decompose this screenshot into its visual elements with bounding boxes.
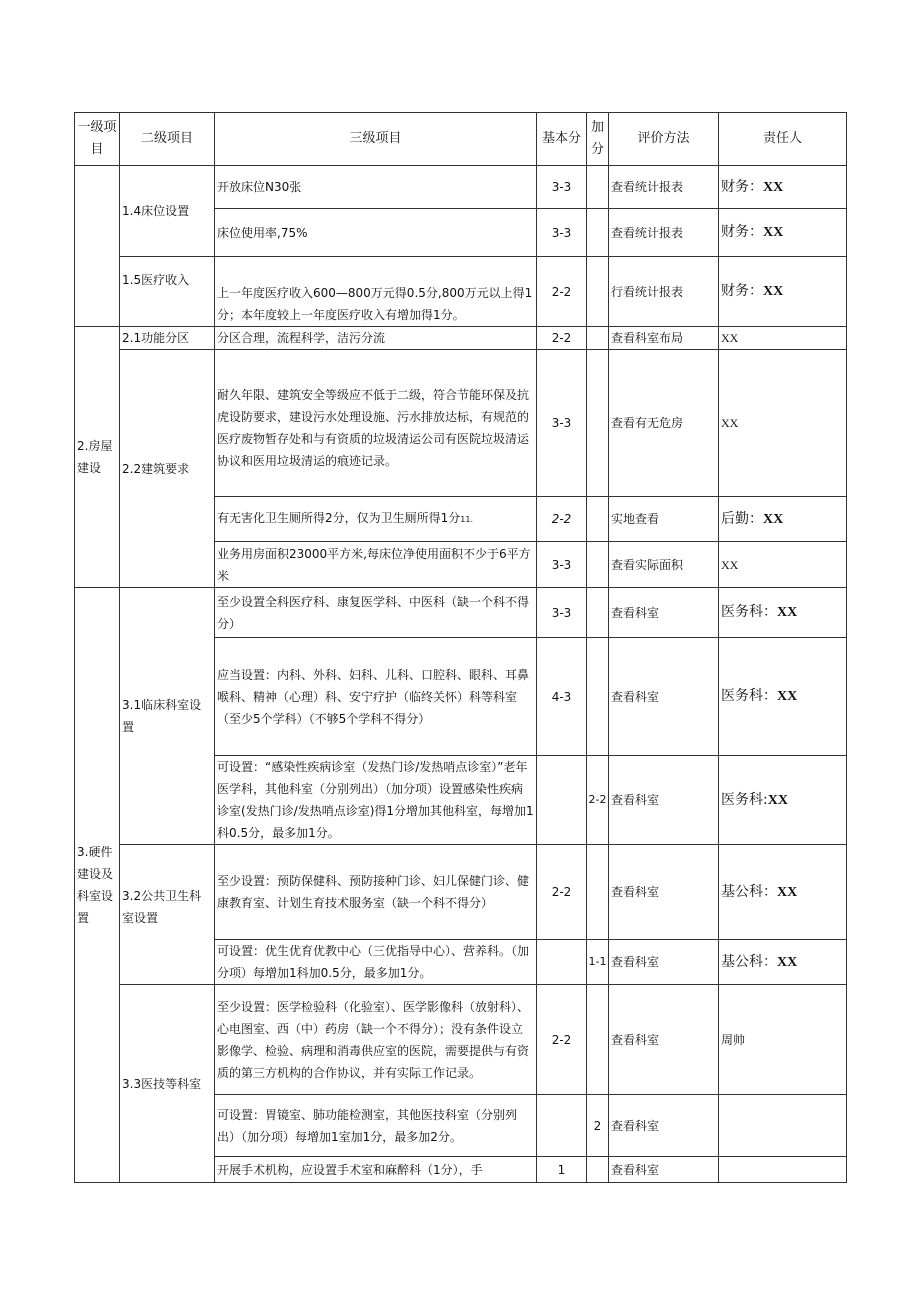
owner-cell [719, 756, 847, 845]
bonus-cell [587, 542, 609, 588]
level3-cell: 可设置：优生优育优教中心（三优指导中心）、营养科。（加分项）每增加1科加0.5分，最多加1分。 [215, 940, 537, 985]
method-cell: 查看科室 [609, 756, 719, 845]
bonus-cell: 2-2 [587, 756, 609, 845]
owner-cell [719, 1095, 847, 1157]
level3-text: 有无害化卫生厕所得2分，仅为卫生厕所得1分 [217, 511, 461, 525]
method-cell: 查看科室 [609, 588, 719, 638]
level3-cell: 至少设置全科医疗科、康复医学科、中医科（缺一个科不得分） [215, 588, 537, 638]
bonus-cell [587, 985, 609, 1095]
level3-cell: 开展手术机构，应设置手术室和麻醉科（1分），手 [215, 1157, 537, 1183]
owner-prefix: 财务： [721, 224, 763, 240]
level1-cell: 3.硬件建设及科室设置 [75, 588, 120, 1183]
method-cell: 查看科室 [609, 845, 719, 940]
level2-cell: 1.4床位设置 [120, 166, 215, 257]
owner-cell: XX [719, 327, 847, 350]
level3-cell: 开放床位N30张 [215, 166, 537, 209]
evaluation-table [74, 112, 847, 1183]
method-cell: 查看实际面积 [609, 542, 719, 588]
owner-cell: 周帅 [719, 985, 847, 1095]
base-score-cell: 4-3 [537, 638, 587, 756]
level2-cell: 2.1功能分区 [120, 327, 215, 350]
method-cell: 实地查看 [609, 497, 719, 542]
level3-cell: 耐久年限、建筑安全等级应不低于二级，符合节能环保及抗虎设防要求，建设污水处理设施、污水排放达标，有规范的医疗废物暂存处和与有资质的垃圾清运公司有医院垃圾清运协议和医用垃圾清运的痕迹记录。 [215, 350, 537, 497]
level2-cell: 2.2建筑要求 [120, 350, 215, 588]
level1-cell [75, 166, 120, 327]
method-cell: 查看科室 [609, 1157, 719, 1183]
header-owner: 责任人 [719, 113, 847, 166]
table-row [75, 985, 847, 1095]
level2-cell: 3.3医技等科室 [120, 985, 215, 1183]
level1-cell: 2.房屋建设 [75, 327, 120, 588]
method-cell: 查看统计报表 [609, 166, 719, 209]
table-row [75, 845, 847, 940]
bonus-cell [587, 638, 609, 756]
owner-prefix: 基公科： [721, 883, 777, 900]
header-level2: 二级项目 [120, 113, 215, 166]
bonus-cell [587, 209, 609, 257]
level3-cell: 可设置：“感染性疾病诊室（发热门诊/发热哨点诊室）”老年医学科，其他科室（分别列出）（加分项）设置感染性疾病诊室(发热门诊/发热哨点诊室)得1分增加其他科室，每增加1科0.5分，最多加1分。 [215, 756, 537, 845]
method-cell: 查看科室布局 [609, 327, 719, 350]
base-score-cell [537, 940, 587, 985]
level3-note: 11. [460, 515, 474, 524]
owner-cell [719, 638, 847, 756]
owner-prefix: 财务： [721, 178, 763, 195]
level3-cell: 应当设置：内科、外科、妇科、儿科、口腔科、眼科、耳鼻喉科、精神（心理）科、安宁疗护（临终关怀）科等科室（至少5个学科）（不够5个学科不得分） [215, 638, 537, 756]
owner-cell: XX [719, 542, 847, 588]
base-score-cell: 3-3 [537, 350, 587, 497]
bonus-cell [587, 1157, 609, 1183]
bonus-cell [587, 845, 609, 940]
owner-name: XX [777, 605, 798, 620]
owner-name: XX [763, 225, 784, 240]
owner-name: XX [777, 954, 798, 970]
table-row [75, 588, 847, 638]
level2-cell: 3.2公共卫生科室设置 [120, 845, 215, 985]
base-score-cell: 2-2 [537, 497, 587, 542]
method-cell: 查看科室 [609, 940, 719, 985]
base-score-cell: 3-3 [537, 209, 587, 257]
base-score-cell: 3-3 [537, 166, 587, 209]
base-score-cell: 2-2 [537, 257, 587, 327]
header-method: 评价方法 [609, 113, 719, 166]
owner-name: XX [767, 792, 788, 808]
bonus-cell: 1-1 [587, 940, 609, 985]
owner-cell [719, 209, 847, 257]
method-cell: 查看有无危房 [609, 350, 719, 497]
owner-name: XX [763, 179, 784, 195]
base-score-cell: 2-2 [537, 845, 587, 940]
table-row [75, 257, 847, 327]
bonus-cell [587, 497, 609, 542]
table-row [75, 327, 847, 350]
method-cell: 查看科室 [609, 1095, 719, 1157]
bonus-cell [587, 166, 609, 209]
owner-cell [719, 588, 847, 638]
base-score-cell: 2-2 [537, 985, 587, 1095]
header-row [75, 113, 847, 166]
base-score-cell: 3-3 [537, 588, 587, 638]
base-score-cell: 3-3 [537, 542, 587, 588]
header-level3: 三级项目 [215, 113, 537, 166]
owner-cell [719, 497, 847, 542]
method-cell: 查看科室 [609, 638, 719, 756]
owner-name: XX [777, 689, 798, 704]
owner-prefix: 医务科: [721, 791, 768, 808]
base-score-cell [537, 1095, 587, 1157]
owner-prefix: 基公科： [721, 953, 777, 970]
owner-cell [719, 166, 847, 209]
owner-prefix: 医务科： [721, 688, 777, 704]
owner-cell: XX [719, 350, 847, 497]
owner-cell [719, 940, 847, 985]
level3-cell: 可设置：胃镜室、肺功能检测室，其他医技科室（分别列出）（加分项）每增加1室加1分，最多加2分。 [215, 1095, 537, 1157]
level3-cell [215, 497, 537, 542]
bonus-cell [587, 588, 609, 638]
owner-name: XX [763, 284, 784, 299]
level3-cell: 床位使用率,75% [215, 209, 537, 257]
level3-cell: 至少设置：医学检验科（化验室）、医学影像科（放射科）、心电图室、西（中）药房（缺一个不得分）；没有条件设立影像学、检验、病理和消毒供应室的医院，需要提供与有资质的第三方机构的合作协议，并有实际工作记录。 [215, 985, 537, 1095]
level3-cell: 至少设置：预防保健科、预防接种门诊、妇儿保健门诊、健康教育室、计划生育技术服务室（缺一个科不得分） [215, 845, 537, 940]
header-bonus: 加分 [587, 113, 609, 166]
owner-prefix: 医务科： [721, 604, 777, 620]
bonus-cell: 2 [587, 1095, 609, 1157]
level3-cell: 业务用房面积23000平方米,每床位净使用面积不少于6平方米 [215, 542, 537, 588]
bonus-cell [587, 257, 609, 327]
bonus-cell [587, 350, 609, 497]
method-cell: 行看统计报表 [609, 257, 719, 327]
owner-cell [719, 257, 847, 327]
header-level1: 一级项目 [75, 113, 120, 166]
table-row [75, 166, 847, 209]
method-cell: 查看科室 [609, 985, 719, 1095]
level3-cell: 上一年度医疗收入600—800万元得0.5分,800万元以上得1分；本年度较上一年度医疗收入有增加得1分。 [215, 257, 537, 327]
owner-name: XX [763, 511, 784, 527]
level3-cell: 分区合理，流程科学，洁污分流 [215, 327, 537, 350]
bonus-cell [587, 327, 609, 350]
level2-cell: 3.1临床科室设置 [120, 588, 215, 845]
header-base-score: 基本分 [537, 113, 587, 166]
method-cell: 查看统计报表 [609, 209, 719, 257]
table-row [75, 350, 847, 497]
owner-cell [719, 1157, 847, 1183]
owner-prefix: 财务： [721, 283, 763, 299]
owner-prefix: 后勤： [721, 510, 763, 527]
owner-name: XX [777, 884, 798, 900]
base-score-cell: 1 [537, 1157, 587, 1183]
base-score-cell [537, 756, 587, 845]
owner-cell [719, 845, 847, 940]
level2-cell: 1.5医疗收入 [120, 257, 215, 327]
base-score-cell: 2-2 [537, 327, 587, 350]
